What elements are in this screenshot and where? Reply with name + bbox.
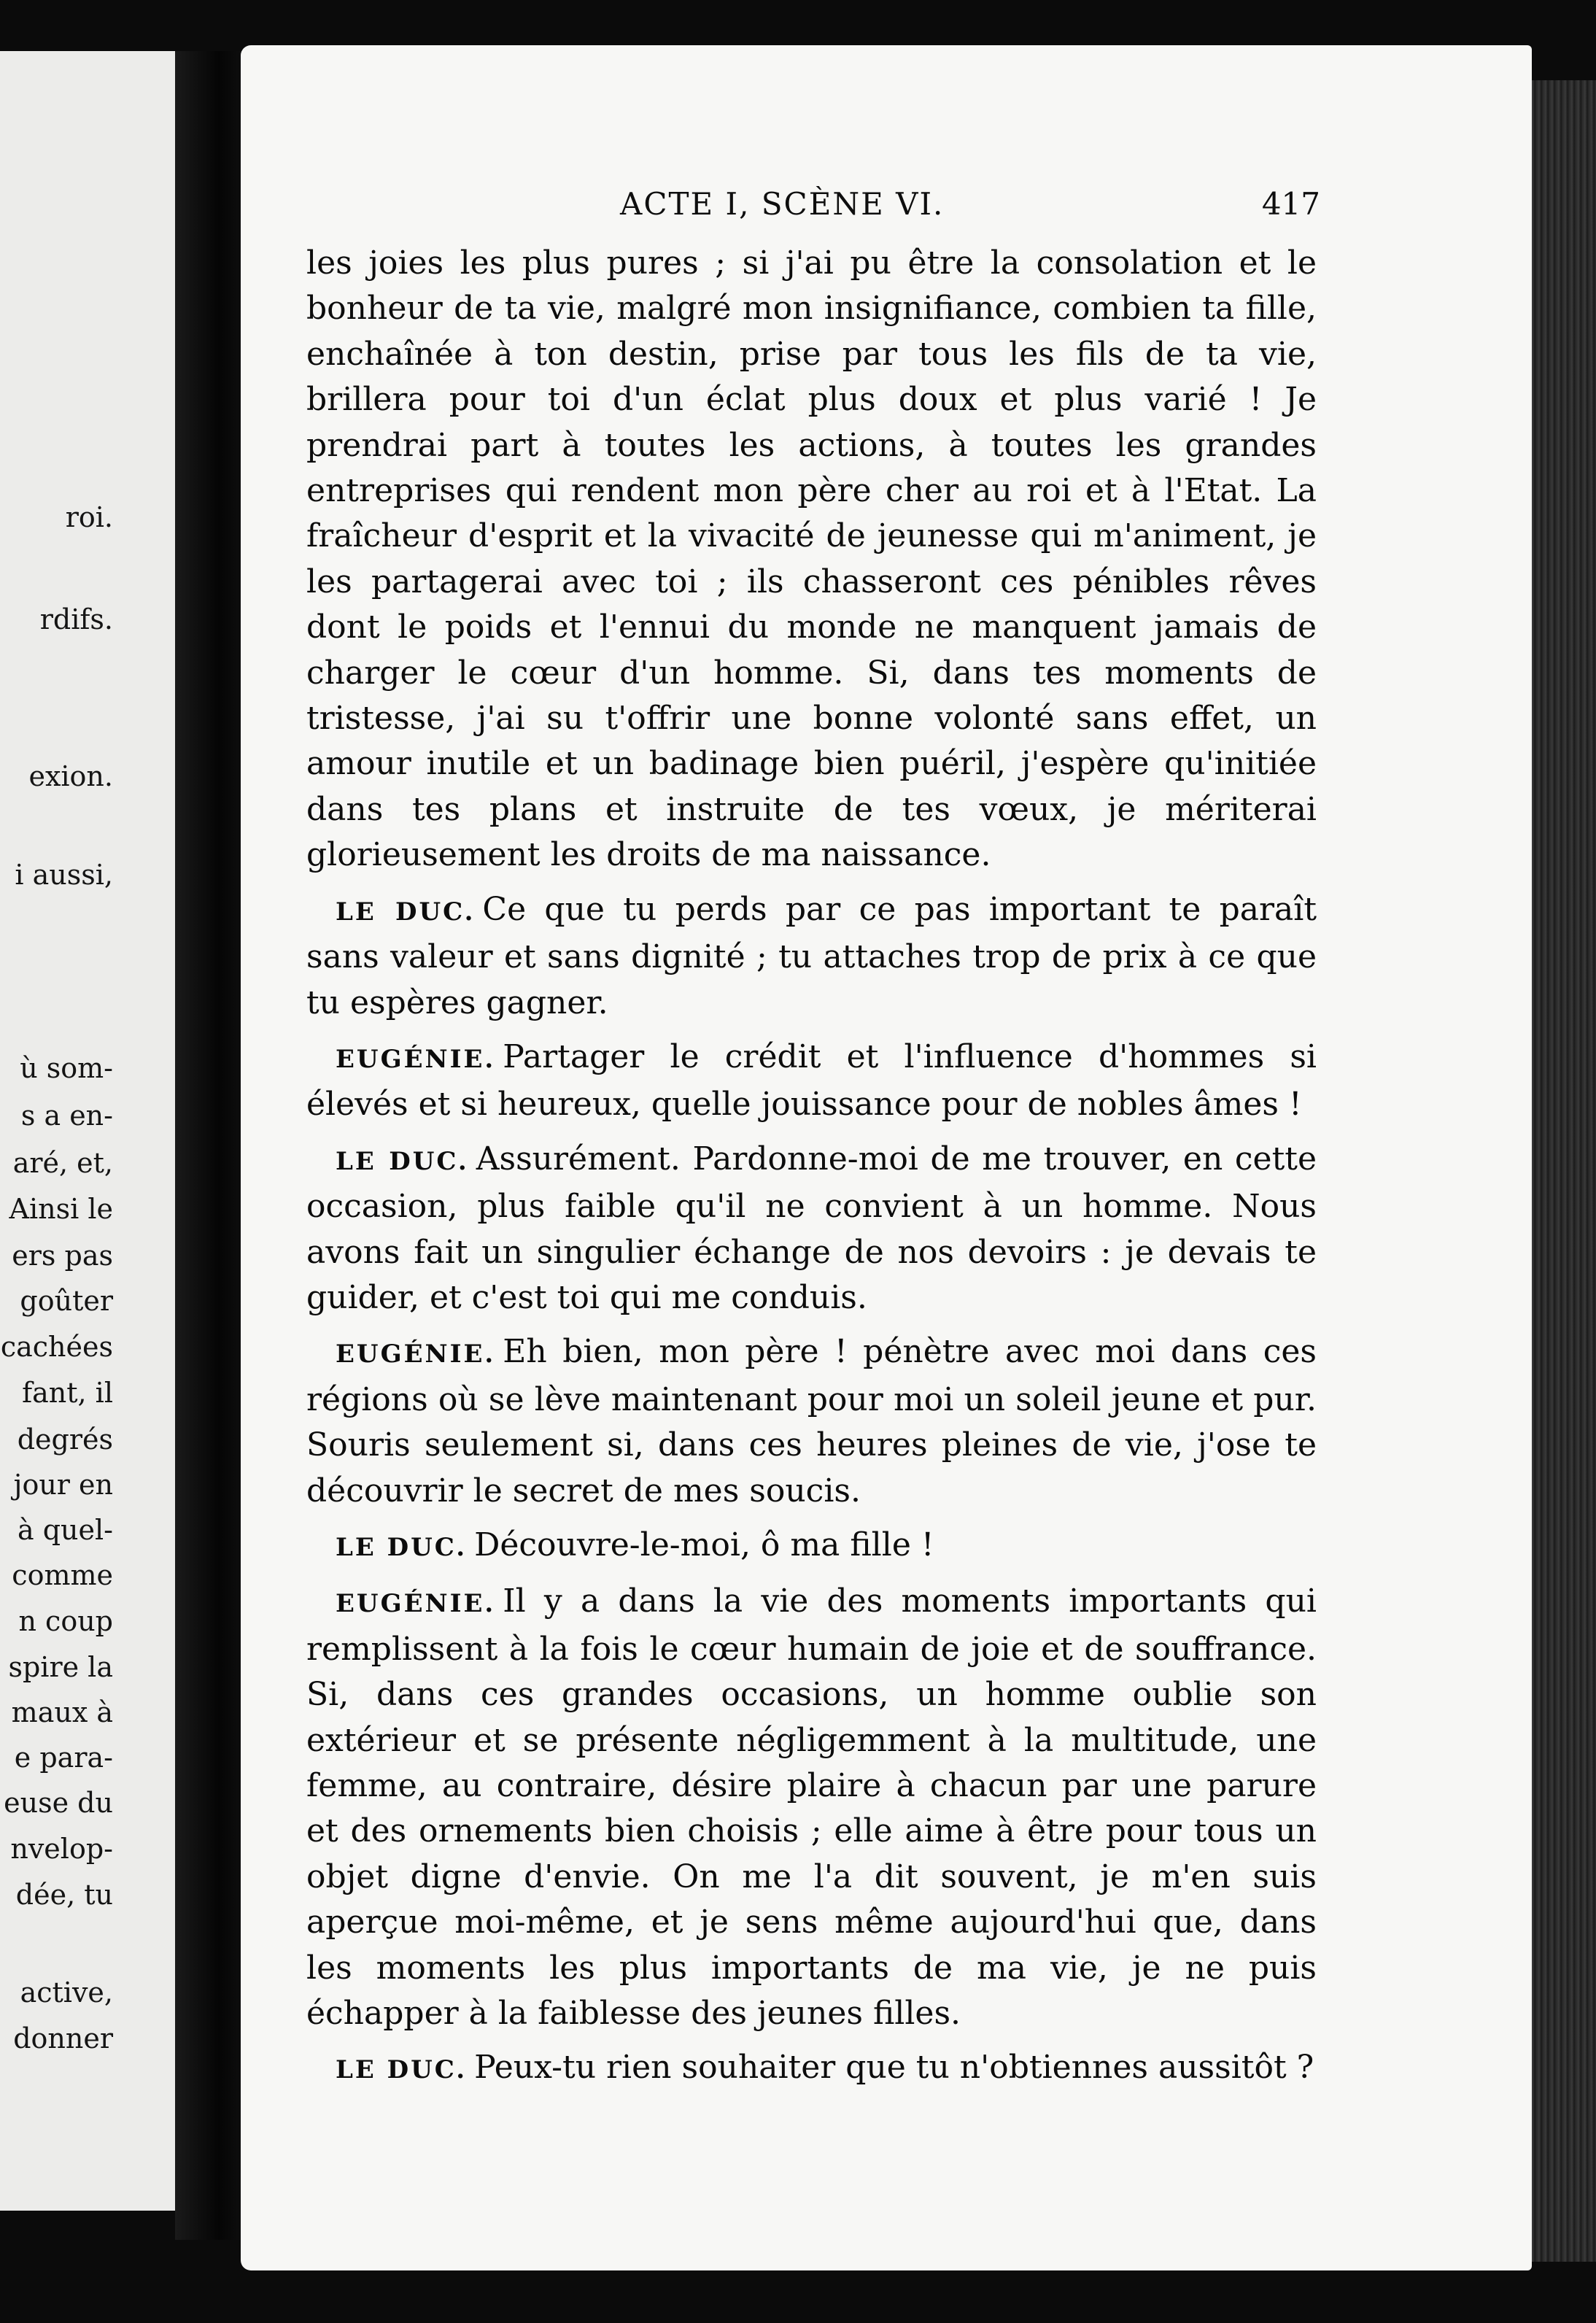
left-page-fragment: goûter xyxy=(20,1285,113,1317)
opening-paragraph: les joies les plus pures ; si j'ai pu être la consolation et le bonheur de ta vie, malgré mon insignifiance, combien ta fille, enchaînée à ton destin, prise par tous les fils de ta vie, brillera pour toi d'un éclat plus doux et plus varié ! Je prendrai part à toutes les actions, à toutes les grandes entreprises qui rendent mon père cher au roi et à l'Etat. La fraîcheur d'esprit et la vivacité de jeunesse qui m'animent, je les partagerai avec toi ; ils chasseront ces pénibles rêves dont le poids et l'ennui du monde ne manquent jamais de charger le cœur d'un homme. Si, dans tes moments de tristesse, j'ai su t'offrir une bonne volonté sans effet, un amour inutile et un badinage bien puéril, j'espère qu'initiée dans tes plans et instruite de tes vœux, je mériterai glorieusement les droits de ma naissance. xyxy=(306,244,1317,874)
left-page-fragment: maux à xyxy=(11,1696,113,1728)
left-page-fragment: degrés xyxy=(17,1423,113,1456)
left-page-fragment: aré, et, xyxy=(12,1147,113,1179)
left-page-fragment: euse du xyxy=(4,1787,113,1819)
speaker-name: EUGÉNIE. xyxy=(336,1589,496,1619)
left-page-fragment: rdifs. xyxy=(39,603,113,635)
speech xyxy=(306,1579,1317,2036)
left-page-fragment: jour en xyxy=(13,1469,113,1501)
left-page-fragment: à quel- xyxy=(17,1514,113,1546)
page-number: 417 xyxy=(1261,186,1320,222)
speech-text: Assurément. Pardonne-moi de me trouver, en cette occasion, plus faible qu'il ne convient à un homme. Nous avons fait un singulier échange de nos devoirs : je devais te guider, et c'est toi qui me conduis. xyxy=(306,1140,1317,1316)
speech-text: Eh bien, mon père ! pénètre avec moi dans ces régions où se lève maintenant pour moi un soleil jeune et pur. Souris seulement si, dans ces heures pleines de vie, j'ose te découvrir le secret de mes soucis. xyxy=(306,1333,1317,1510)
running-title: ACTE I, SCÈNE VI. xyxy=(620,186,945,222)
left-page-fragment: cachées xyxy=(0,1331,113,1363)
left-page-fragment: active, xyxy=(20,1976,113,2009)
left-page-fragment: Ainsi le xyxy=(9,1193,113,1225)
page-text xyxy=(306,241,1317,2093)
left-page-fragment: comme xyxy=(12,1559,113,1591)
speaker-name: LE DUC. xyxy=(336,897,476,927)
speech-text: Partager le crédit et l'influence d'hommes si élevés et si heureux, quelle jouissance pour de nobles âmes ! xyxy=(306,1037,1317,1124)
left-page-fragment: e para- xyxy=(14,1742,113,1774)
speech xyxy=(306,1523,1317,1570)
speech xyxy=(306,1035,1317,1128)
speaker-name: LE DUC. xyxy=(336,2055,468,2085)
left-facing-page xyxy=(0,51,175,2211)
left-page-fragment: ù som- xyxy=(20,1052,113,1084)
left-page-fragment: ers pas xyxy=(12,1240,113,1272)
speech xyxy=(306,1329,1317,1514)
left-page-fragment: roi. xyxy=(65,501,113,533)
speech-text: Peux-tu rien souhaiter que tu n'obtiennes aussitôt ? xyxy=(474,2049,1314,2087)
speaker-name: EUGÉNIE. xyxy=(336,1340,496,1369)
left-page-fragment: dée, tu xyxy=(15,1879,113,1911)
speaker-name: EUGÉNIE. xyxy=(336,1044,496,1074)
left-page-fragment: spire la xyxy=(8,1651,113,1683)
speech-text: Il y a dans la vie des moments importants qui remplissent à la fois le cœur humain de joie et de souffrance. Si, dans ces grandes occasions, un homme oublie son extérieur et se présente négligemment à la multitude, une femme, au contraire, désire plaire à chacun par une parure et des ornements bien choisis ; elle aime à être pour tous un objet digne d'envie. On me l'a dit souvent, je m'en suis aperçue moi-même, et je sens même aujourd'hui que, dans les moments les plus importants de ma vie, je ne puis échapper à la faiblesse des jeunes filles. xyxy=(306,1582,1317,2033)
left-page-fragment: fant, il xyxy=(22,1377,113,1409)
left-page-fragment: s a en- xyxy=(20,1099,113,1132)
speech xyxy=(306,1137,1317,1321)
left-page-fragment: nvelop- xyxy=(10,1833,113,1865)
left-page-fragment: i aussi, xyxy=(15,859,113,891)
left-page-fragment: n coup xyxy=(18,1605,113,1637)
left-page-fragment: donner xyxy=(13,2022,113,2055)
page-header xyxy=(299,186,1320,230)
speech xyxy=(306,887,1317,1026)
speech-text: Ce que tu perds par ce pas important te paraît sans valeur et sans dignité ; tu attaches trop de prix à ce que tu espères gagner. xyxy=(306,890,1317,1021)
speech-text: Découvre-le-moi, ô ma fille ! xyxy=(474,1526,934,1564)
left-page-fragment: exion. xyxy=(28,760,113,792)
speech xyxy=(306,2045,1317,2092)
speaker-name: LE DUC. xyxy=(336,1146,469,1176)
book-gutter xyxy=(175,51,248,2240)
speaker-name: LE DUC. xyxy=(336,1532,468,1562)
